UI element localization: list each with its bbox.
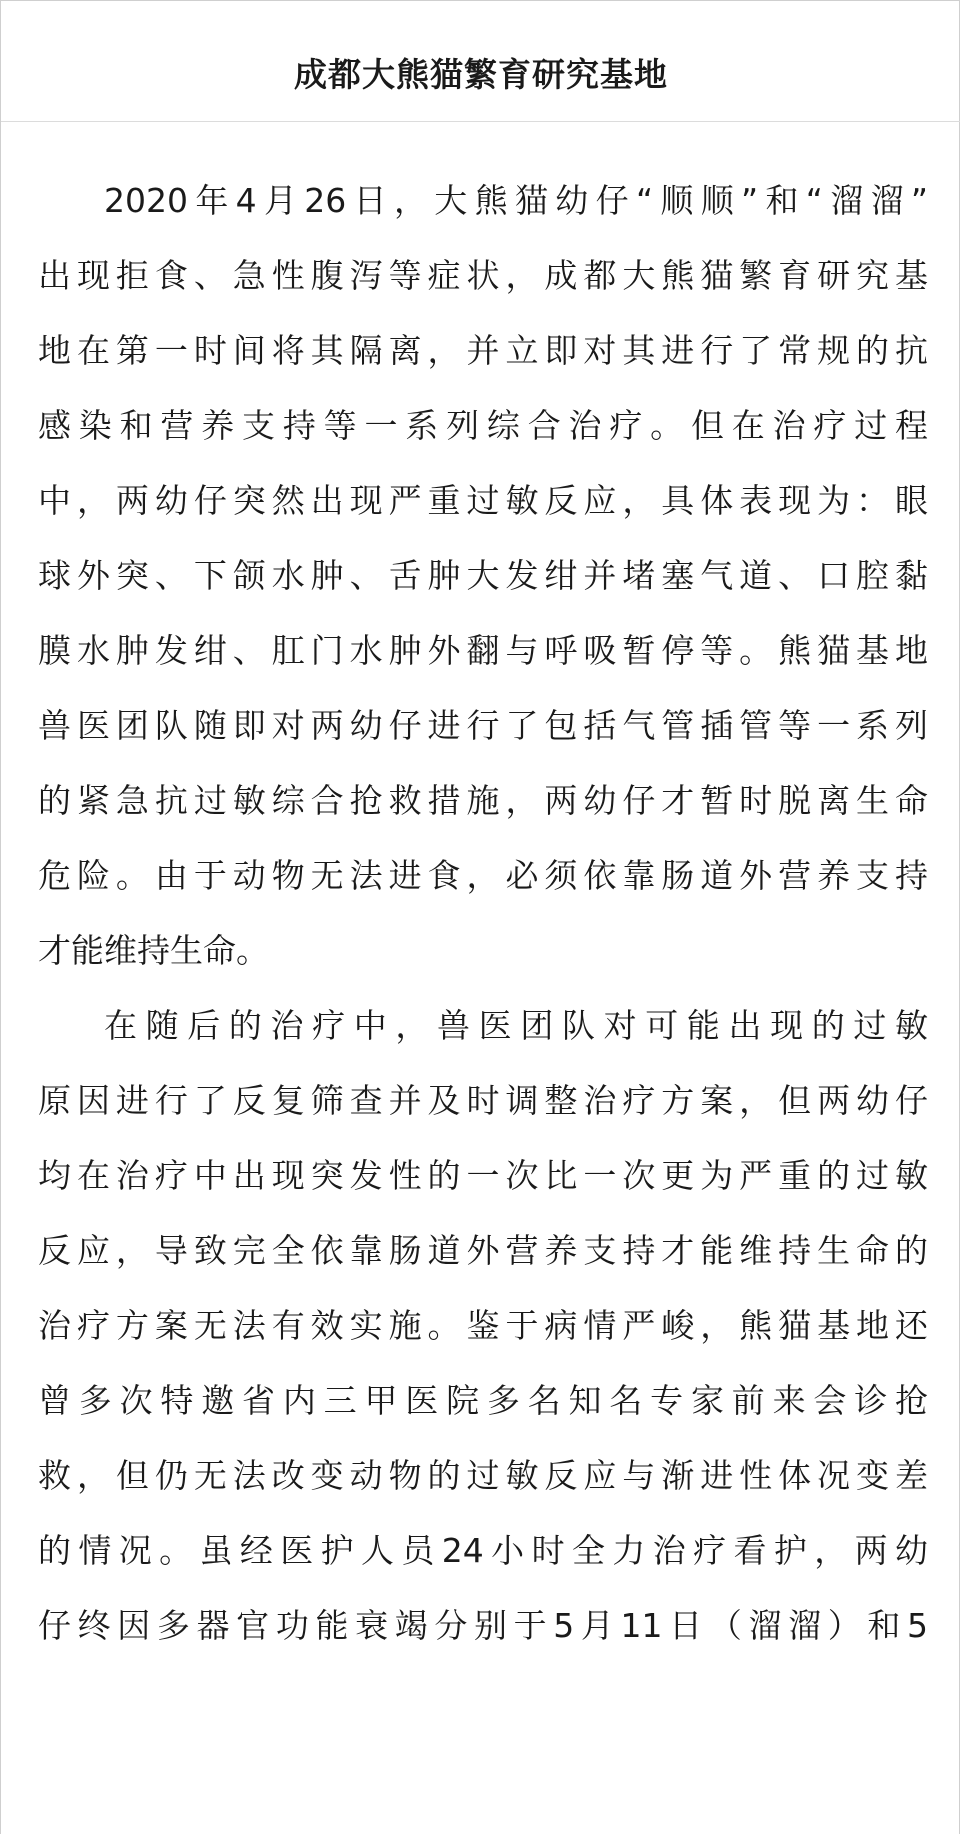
paragraph-2-line-6: 曾多次特邀省内三甲医院多名知名专家前来会诊抢 (38, 1381, 928, 1420)
paragraph-2-line-5: 治疗方案无法有效实施。鉴于病情严峻，熊猫基地还 (38, 1306, 928, 1345)
paragraph-1-line-8: 兽医团队随即对两幼仔进行了包括气管插管等一系列 (38, 706, 928, 745)
paragraph-1-line-7: 膜水肿发绀、肛门水肿外翻与呼吸暂停等。熊猫基地 (38, 631, 928, 670)
paragraph-1-line-11: 才能维持生命。 (38, 931, 269, 970)
paragraph-1-line-4: 感染和营养支持等一系列综合治疗。但在治疗过程 (38, 406, 928, 445)
title-divider (1, 121, 960, 122)
paragraph-2-line-7: 救，但仍无法改变动物的过敏反应与渐进性体况变差 (38, 1456, 928, 1495)
paragraph-1-line-3: 地在第一时间将其隔离，并立即对其进行了常规的抗 (38, 331, 928, 370)
paragraph-1-line-2: 出现拒食、急性腹泻等症状，成都大熊猫繁育研究基 (38, 256, 928, 295)
paragraph-2-line-2: 原因进行了反复筛查并及时调整治疗方案，但两幼仔 (38, 1081, 928, 1120)
paragraph-2-line-4: 反应，导致完全依靠肠道外营养支持才能维持生命的 (38, 1231, 928, 1270)
article-body (38, 163, 928, 1663)
paragraph-1-line-1: 2020年4月26日，大熊猫幼仔“顺顺”和“溜溜” (104, 181, 928, 220)
document-title: 成都大熊猫繁育研究基地 (294, 55, 668, 94)
paragraph-2-line-3: 均在治疗中出现突发性的一次比一次更为严重的过敏 (38, 1156, 928, 1195)
paragraph-2-line-1: 在随后的治疗中，兽医团队对可能出现的过敏 (104, 1006, 928, 1045)
paragraph-1-line-10: 危险。由于动物无法进食，必须依靠肠道外营养支持 (38, 856, 928, 895)
paragraph-1-line-9: 的紧急抗过敏综合抢救措施，两幼仔才暂时脱离生命 (38, 781, 928, 820)
paragraph-1-line-6: 球外突、下颌水肿、舌肿大发绀并堵塞气道、口腔黏 (38, 556, 928, 595)
paragraph-1-line-5: 中，两幼仔突然出现严重过敏反应，具体表现为：眼 (38, 481, 928, 520)
paragraph-2-line-9: 仔终因多器官功能衰竭分别于5月11日（溜溜）和5 (38, 1606, 928, 1645)
paragraph-2-line-8: 的情况。虽经医护人员24小时全力治疗看护，两幼 (38, 1531, 928, 1570)
